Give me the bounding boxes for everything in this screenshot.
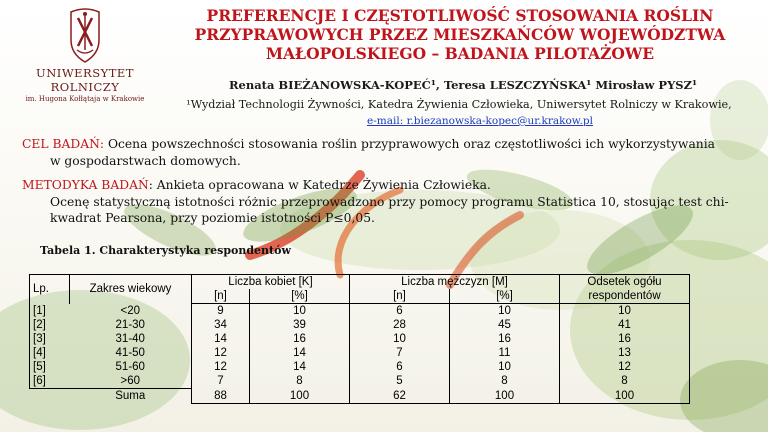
sum-women-pct: 100 [250, 389, 350, 404]
table-row [30, 374, 690, 389]
row-women-n: 12 [192, 360, 250, 374]
method-section [22, 177, 752, 227]
sum-label: Suma [115, 390, 146, 402]
row-men-n: 28 [350, 318, 450, 332]
header-total-line-2: respondentów [560, 289, 690, 304]
university-name: UNIWERSYTET ROLNICZY [36, 66, 134, 94]
table-row [30, 304, 690, 319]
row-men-n: 10 [350, 332, 450, 346]
row-women-n: 14 [192, 332, 250, 346]
row-men-pct: 10 [450, 304, 560, 319]
row-lp: [4] [30, 346, 70, 360]
university-logo [10, 6, 160, 103]
method-text-3: kwadrat Pearsona, przy poziomie istotności P≤0,05. [50, 211, 375, 225]
header-lp: Lp. [30, 275, 70, 304]
goal-text: Ocena powszechności stosowania roślin przyprawowych oraz częstotliwości ich wykorzystywania [104, 137, 715, 151]
row-lp: [5] [30, 360, 70, 374]
table-row [30, 318, 690, 332]
row-men-n: 5 [350, 374, 450, 389]
header-women: Liczba kobiet [K] [192, 275, 350, 290]
row-men-pct: 10 [450, 360, 560, 374]
university-subtitle: im. Hugona Kołłątaja w Krakowie [25, 95, 145, 103]
row-women-pct: 16 [250, 332, 350, 346]
title-line-2: PRZYPRAWOWYCH PRZEZ MIESZKAŃCÓW WOJEWÓDZTWA [194, 25, 726, 44]
row-age-range: 21-30 [70, 318, 192, 332]
table-row [30, 346, 690, 360]
header-total-line-1: Odsetek ogółu [560, 275, 690, 290]
row-men-n: 6 [350, 304, 450, 319]
row-women-n: 9 [192, 304, 250, 319]
table-row [30, 332, 690, 346]
sum-men-pct: 100 [450, 389, 560, 404]
header-age-range: Zakres wiekowy [70, 275, 192, 304]
row-men-pct: 45 [450, 318, 560, 332]
header-men-pct: [%] [450, 289, 560, 304]
table-row [30, 360, 690, 374]
row-age-range: 31-40 [70, 332, 192, 346]
row-lp: [3] [30, 332, 70, 346]
goal-heading: CEL BADAŃ: [22, 137, 105, 151]
title-line-3: MAŁOPOLSKIEGO – BADANIA PILOTAŻOWE [265, 44, 655, 63]
row-age-range: 51-60 [70, 360, 192, 374]
row-men-n: 6 [350, 360, 450, 374]
row-women-n: 12 [192, 346, 250, 360]
row-women-n: 34 [192, 318, 250, 332]
row-lp: [1] [30, 304, 70, 319]
row-age-range: >60 [70, 374, 192, 389]
university-crest-icon [66, 6, 104, 64]
goal-section [22, 136, 752, 169]
row-age-range: <20 [70, 304, 192, 319]
row-total-pct: 12 [560, 360, 690, 374]
row-total-pct: 8 [560, 374, 690, 389]
row-women-pct: 14 [250, 360, 350, 374]
table-sum-row [30, 389, 690, 404]
row-total-pct: 13 [560, 346, 690, 360]
method-text: : Ankieta opracowana w Katedrze Żywienia Człowieka. [148, 178, 491, 192]
row-women-pct: 39 [250, 318, 350, 332]
affiliation: ¹Wydział Technologii Żywności, Katedra Żywienia Człowieka, Uniwersytet Rolniczy w Krakowie, [186, 98, 732, 111]
row-men-n: 7 [350, 346, 450, 360]
row-age-range: 41-50 [70, 346, 192, 360]
sum-men-n: 62 [350, 389, 450, 404]
row-lp: [2] [30, 318, 70, 332]
page-title [160, 6, 760, 63]
row-women-pct: 14 [250, 346, 350, 360]
row-total-pct: 16 [560, 332, 690, 346]
row-women-n: 7 [192, 374, 250, 389]
sum-total-pct: 100 [560, 389, 690, 404]
row-total-pct: 41 [560, 318, 690, 332]
row-total-pct: 10 [560, 304, 690, 319]
authors: Renata BIEŻANOWSKA-KOPEĆ¹, Teresa LESZCZYŃSKA¹ Mirosław PYSZ¹ [228, 78, 698, 92]
sum-women-n: 88 [192, 389, 250, 404]
row-men-pct: 16 [450, 332, 560, 346]
goal-text-2: w gospodarstwach domowych. [50, 153, 241, 168]
row-lp: [6] [30, 374, 70, 389]
row-men-pct: 8 [450, 374, 560, 389]
header-women-n: [n] [192, 289, 250, 304]
header-men: Liczba mężczyzn [M] [350, 275, 560, 290]
method-text-2: Ocenę statystyczną istotności różnic przeprowadzono przy pomocy programu Statistica 10, stosując test chi- [50, 194, 729, 209]
email-link[interactable]: e-mail: r.biezanowska-kopec@ur.krakow.pl [367, 115, 593, 127]
title-line-1: PREFERENCJE I CZĘSTOTLIWOŚĆ STOSOWANIA ROŚLIN [206, 6, 714, 25]
respondents-table [29, 274, 690, 404]
row-women-pct: 8 [250, 374, 350, 389]
header-men-n: [n] [350, 289, 450, 304]
method-heading: METODYKA BADAŃ [22, 178, 149, 192]
table-caption: Tabela 1. Charakterystyka respondentów [40, 244, 291, 257]
row-women-pct: 10 [250, 304, 350, 319]
header-women-pct: [%] [250, 289, 350, 304]
row-men-pct: 11 [450, 346, 560, 360]
